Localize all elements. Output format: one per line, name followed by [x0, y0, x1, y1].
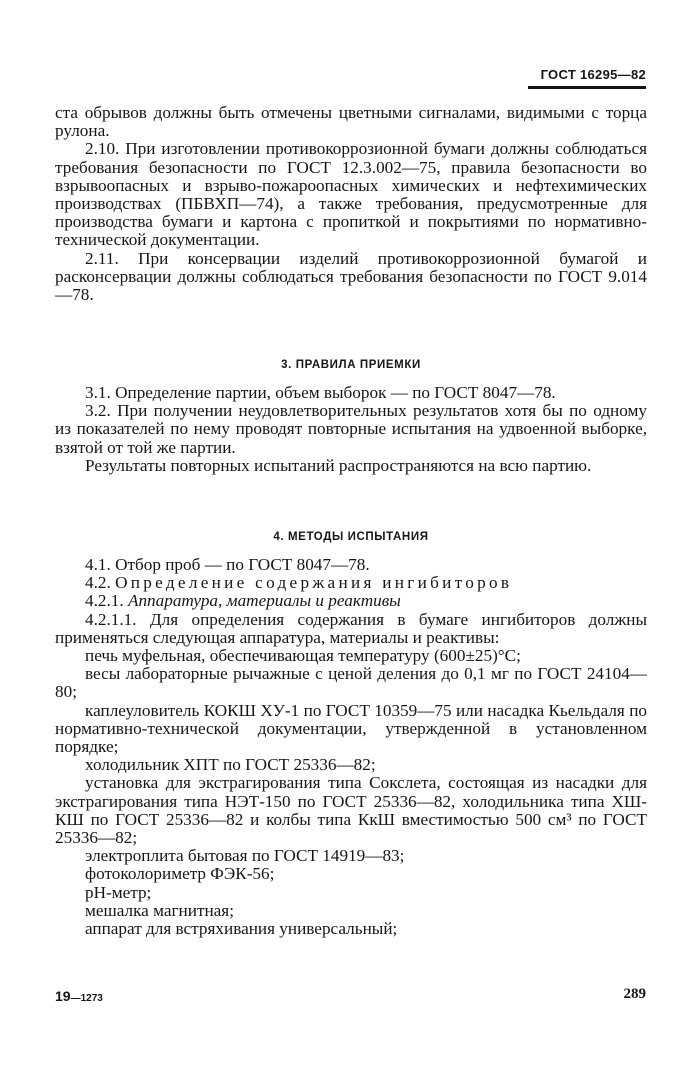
equipment-item: фотоколориметр ФЭК-56; — [85, 864, 275, 884]
paragraph-4-2-1-number: 4.2.1. — [85, 591, 124, 611]
equipment-item: весы лабораторные рычажные с ценой деления до 0,1 мг по ГОСТ 24104—80; — [55, 664, 647, 702]
paragraph-4-2-number: 4.2. — [85, 573, 111, 593]
footer-order-number: —1273 — [70, 993, 103, 1004]
equipment-item: установка для экстрагирования типа Сокслета, состоящая из насадки для экстрагирования типа НЭТ-150 по ГОСТ 25336—82, холодильника типа ХШ-КШ по ГОСТ 25336—82 и колбы типа КкШ вместимостью 500 см³ по ГОСТ 25336—82; — [55, 773, 647, 848]
paragraph-3-2: 3.2. При получении неудовлетворительных результатов хотя бы по одному из показателей по нему проводят повторные испытания на удвоенной выборке, взятой от той же партии. — [55, 401, 647, 457]
paragraph-4-2 — [55, 574, 647, 592]
paragraph-continuation: ста обрывов должны быть отмечены цветными сигналами, видимыми с торца рулона. — [55, 103, 647, 141]
equipment-item: электроплита бытовая по ГОСТ 14919—83; — [85, 846, 405, 866]
equipment-item: печь муфельная, обеспечивающая температуру (600±25)°С; — [85, 646, 521, 666]
paragraph-3-2-results: Результаты повторных испытаний распространяются на всю партию. — [85, 455, 592, 475]
section-3-heading: 3. ПРАВИЛА ПРИЕМКИ — [281, 359, 421, 371]
section-4-heading: 4. МЕТОДЫ ИСПЫТАНИЯ — [273, 531, 429, 543]
footer-signature — [55, 988, 103, 1004]
text-block-section3 — [55, 384, 647, 475]
paragraph-4-2-1 — [55, 592, 647, 610]
paragraph-2-10: 2.10. При изготовлении противокоррозионной бумаги должны соблюдаться требования безопасности по ГОСТ 12.3.002—75, правила безопасности во взрывоопасных и взрыво-пожароопасных химических и нефтехимических производствах (ПБВХП—74), а также требования, предусмотренные для производства бумаги и картона с пропиткой и покрытиями по нормативно-технической документации. — [55, 139, 647, 250]
equipment-item: холодильник ХПТ по ГОСТ 25336—82; — [85, 755, 376, 775]
paragraph-2-11: 2.11. При консервации изделий противокоррозионной бумагой и расконсервации должны соблюдаться требования безопасности по ГОСТ 9.014—78. — [55, 248, 647, 305]
equipment-item: аппарат для встряхивания универсальный; — [85, 919, 398, 939]
page-number: 289 — [623, 986, 646, 1002]
equipment-item: рН-метр; — [85, 882, 152, 902]
equipment-item: мешалка магнитная; — [85, 900, 234, 920]
paragraph-4-2-1-1: 4.2.1.1. Для определения содержания в бумаге ингибиторов должны применяться следующая аппаратура, материалы и реактивы: — [55, 609, 647, 647]
page-header-standard: ГОСТ 16295—82 — [540, 67, 646, 82]
text-block-section4 — [55, 556, 647, 938]
equipment-item: каплеуловитель КОКШ ХУ-1 по ГОСТ 10359—75 или насадка Кьельдаля по нормативно-технической документации, утвержденной в установленном порядке; — [55, 700, 647, 757]
paragraph-3-1: 3.1. Определение партии, объем выборок — по ГОСТ 8047—78. — [85, 383, 556, 402]
paragraph-4-1: 4.1. Отбор проб — по ГОСТ 8047—78. — [85, 555, 370, 574]
footer-sheet-number: 19 — [55, 988, 71, 1004]
paragraph-4-2-1-title: Аппаратура, материалы и реактивы — [127, 591, 401, 611]
text-block-section2 — [55, 104, 647, 304]
header-rule — [528, 86, 646, 89]
paragraph-4-2-title: Определение содержания ингибиторов — [115, 573, 513, 593]
